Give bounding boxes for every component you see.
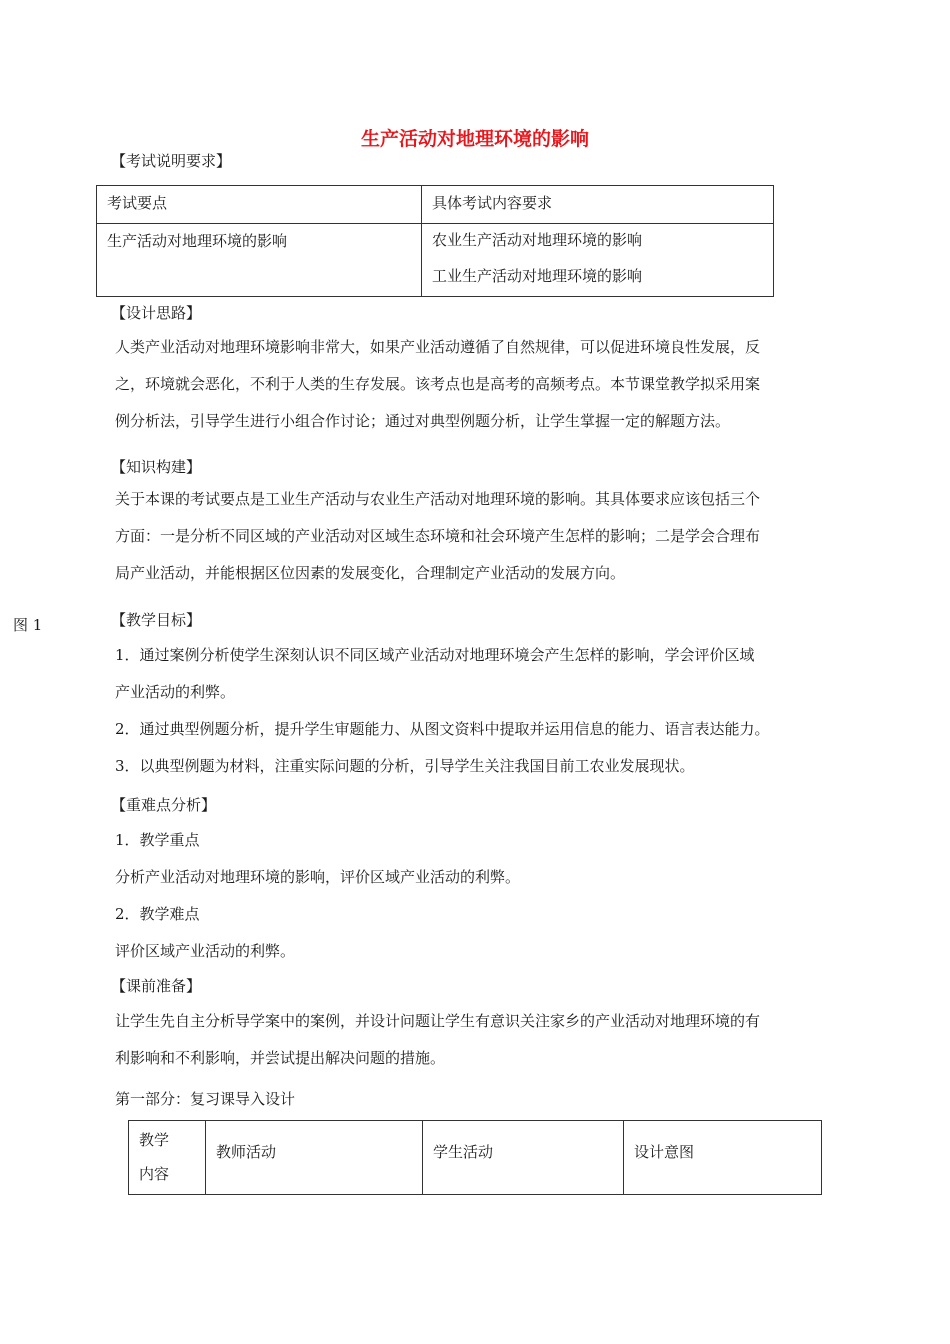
paragraph-line: 之，环境就会恶化，不利于人类的生存发展。该考点也是高考的高频考点。本节课堂教学拟采用案	[115, 375, 761, 393]
paragraph-line: 分析产业活动对地理环境的影响，评价区域产业活动的利弊。	[115, 868, 521, 886]
table-header-cell: 考试要点	[97, 186, 422, 224]
table-header-cell: 教师活动	[206, 1121, 423, 1195]
table-header-cell: 学生活动	[423, 1121, 624, 1195]
table-header-row	[97, 186, 774, 224]
paragraph-line: 评价区域产业活动的利弊。	[115, 942, 296, 960]
goal-item: 产业活动的利弊。	[115, 683, 236, 701]
table-cell	[422, 224, 774, 297]
goal-item: 2．通过典型例题分析，提升学生审题能力、从图文资料中提取并运用信息的能力、语言表达能力。	[115, 720, 770, 738]
prep-paragraph	[115, 1003, 843, 1077]
section-key-heading: 【重难点分析】	[111, 796, 217, 814]
goal-item: 3．以典型例题为材料，注重实际问题的分析，引导学生关注我国目前工农业发展现状。	[115, 757, 695, 775]
table-header-cell: 设计意图	[624, 1121, 822, 1195]
paragraph-line: 利影响和不利影响，并尝试提出解决问题的措施。	[115, 1049, 446, 1067]
paragraph-line: 让学生先自主分析导学案中的案例，并设计问题让学生有意识关注家乡的产业活动对地理环境的有	[115, 1012, 761, 1030]
table-header-cell: 具体考试内容要求	[422, 186, 774, 224]
header-line: 教学	[139, 1131, 170, 1149]
paragraph-line: 局产业活动，并能根据区位因素的发展变化，合理制定产业活动的发展方向。	[115, 564, 626, 582]
table-header-cell	[129, 1121, 206, 1195]
design-paragraph	[115, 329, 843, 440]
section-goals-heading: 【教学目标】	[111, 611, 202, 629]
exam-requirements-table	[96, 185, 774, 297]
paragraph-line: 例分析法，引导学生进行小组合作讨论；通过对典型例题分析，让学生掌握一定的解题方法。	[115, 412, 731, 430]
table-cell: 生产活动对地理环境的影响	[97, 224, 422, 297]
table-row	[97, 224, 774, 297]
section-exam-heading: 【考试说明要求】	[111, 152, 232, 170]
knowledge-paragraph	[115, 481, 843, 592]
paragraph-line: 人类产业活动对地理环境影响非常大，如果产业活动遵循了自然规律，可以促进环境良性发展，反	[115, 338, 761, 356]
paragraph-line: 关于本课的考试要点是工业生产活动与农业生产活动对地理环境的影响。其具体要求应该包括三个	[115, 490, 761, 508]
section-design-heading: 【设计思路】	[111, 304, 202, 322]
figure-label: 图 1	[13, 616, 43, 634]
requirement-item: 农业生产活动对地理环境的影响	[432, 231, 643, 249]
goal-item: 1．通过案例分析使学生深刻认识不同区域产业活动对地理环境会产生怎样的影响，学会评价区域	[115, 646, 755, 664]
paragraph-line: 方面：一是分析不同区域的产业活动对区域生态环境和社会环境产生怎样的影响；二是学会合理布	[115, 527, 761, 545]
lesson-design-table	[128, 1120, 822, 1195]
key-paragraph	[115, 822, 843, 970]
paragraph-line: 1．教学重点	[115, 831, 200, 849]
paragraph-line: 2．教学难点	[115, 905, 200, 923]
document-title: 生产活动对地理环境的影响	[360, 128, 589, 150]
goals-paragraph	[115, 637, 843, 785]
section-prep-heading: 【课前准备】	[111, 977, 202, 995]
section-knowledge-heading: 【知识构建】	[111, 458, 202, 476]
requirement-item: 工业生产活动对地理环境的影响	[432, 267, 643, 285]
part-one-heading: 第一部分：复习课导入设计	[115, 1090, 296, 1108]
header-line: 内容	[139, 1165, 170, 1183]
table-header-row	[129, 1121, 822, 1195]
